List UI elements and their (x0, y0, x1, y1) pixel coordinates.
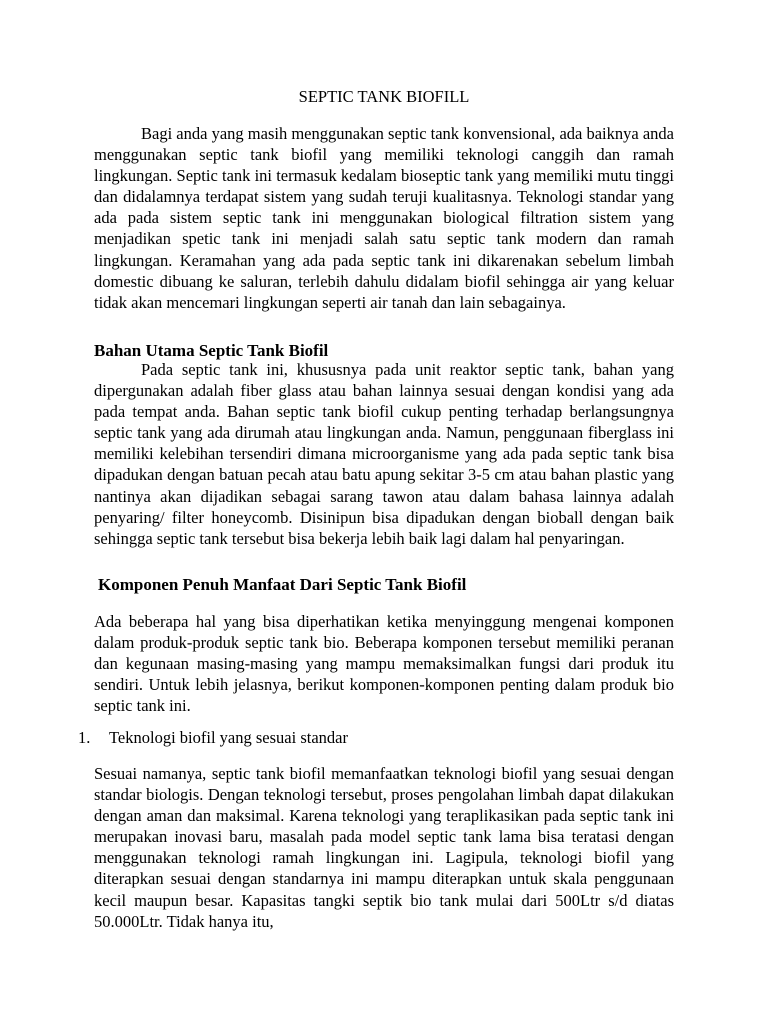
section-heading-komponen: Komponen Penuh Manfaat Dari Septic Tank Biofil (98, 575, 467, 594)
list-item (78, 727, 348, 748)
bahan-utama-paragraph: Pada septic tank ini, khususnya pada unit reaktor septic tank, bahan yang dipergunakan adalah fiber glass atau bahan lainnya sesuai dengan kondisi yang ada pada tempat anda. Bahan septic tank biofil cukup penting terhadap berlangsungnya septic tank yang ada dirumah atau lingkungan anda. Namun, penggunaan fiberglass ini memiliki kelebihan tersendiri dimana microorganisme yang ada pada septic tank bisa dipadukan dengan batuan pecah atau batu apung sekitar 3-5 cm atau bahan plastic yang nantinya akan dijadikan sebagai sarang tawon atau dalam bahasa lainnya adalah penyaring/ filter honeycomb. Disinipun bisa dipadukan dengan bioball dengan baik sehingga septic tank tersebut bisa bekerja lebih baik lagi dalam hal penyaringan. (94, 360, 674, 548)
teknologi-biofil-paragraph: Sesuai namanya, septic tank biofil memanfaatkan teknologi biofil yang sesuai dengan standar biologis. Dengan teknologi tersebut, proses pengolahan limbah dapat dilakukan dengan aman dan maksimal. Karena teknologi yang teraplikasikan pada septic tank ini merupakan inovasi baru, masalah pada model septic tank lama bisa teratasi dengan menggunakan teknologi ramah lingkungan ini. Lagipula, teknologi biofil yang diterapkan sesuai dengan standarnya ini mampu diterapkan untuk skala penggunaan kecil maupun besar. Kapasitas tangki septik bio tank mulai dari 500Ltr s/d diatas 50.000Ltr. Tidak hanya itu, (94, 764, 674, 931)
list-item-number: 1. (78, 728, 91, 747)
intro-paragraph: Bagi anda yang masih menggunakan septic tank konvensional, ada baiknya anda menggunakan septic tank biofil yang memiliki teknologi canggih dan ramah lingkungan. Septic tank ini termasuk kedalam bioseptic tank yang memiliki mutu tinggi dan didalamnya terdapat sistem yang sudah teruji kualitasnya. Teknologi standar yang ada pada sistem septic tank ini menggunakan biological filtration sistem yang menjadikan spetic tank ini menjadi salah satu septic tank modern dan ramah lingkungan. Keramahan yang ada pada septic tank ini dikarenakan sebelum limbah domestic dibuang ke saluran, terlebih dahulu didalam biofil sehingga air yang keluar tidak akan mencemari lingkungan seperti air tanah dan lain sebagainya. (94, 124, 674, 312)
komponen-paragraph: Ada beberapa hal yang bisa diperhatikan ketika menyinggung mengenai komponen dalam produk-produk septic tank bio. Beberapa komponen tersebut memiliki peranan dan kegunaan masing-masing yang mampu memaksimalkan fungsi dari produk itu sendiri. Untuk lebih jelasnya, berikut komponen-komponen penting dalam produk bio septic tank ini. (94, 612, 674, 716)
document-title: SEPTIC TANK BIOFILL (298, 87, 470, 106)
list-item-text: Teknologi biofil yang sesuai standar (109, 728, 348, 747)
section-heading-bahan-utama: Bahan Utama Septic Tank Biofil (94, 341, 329, 360)
